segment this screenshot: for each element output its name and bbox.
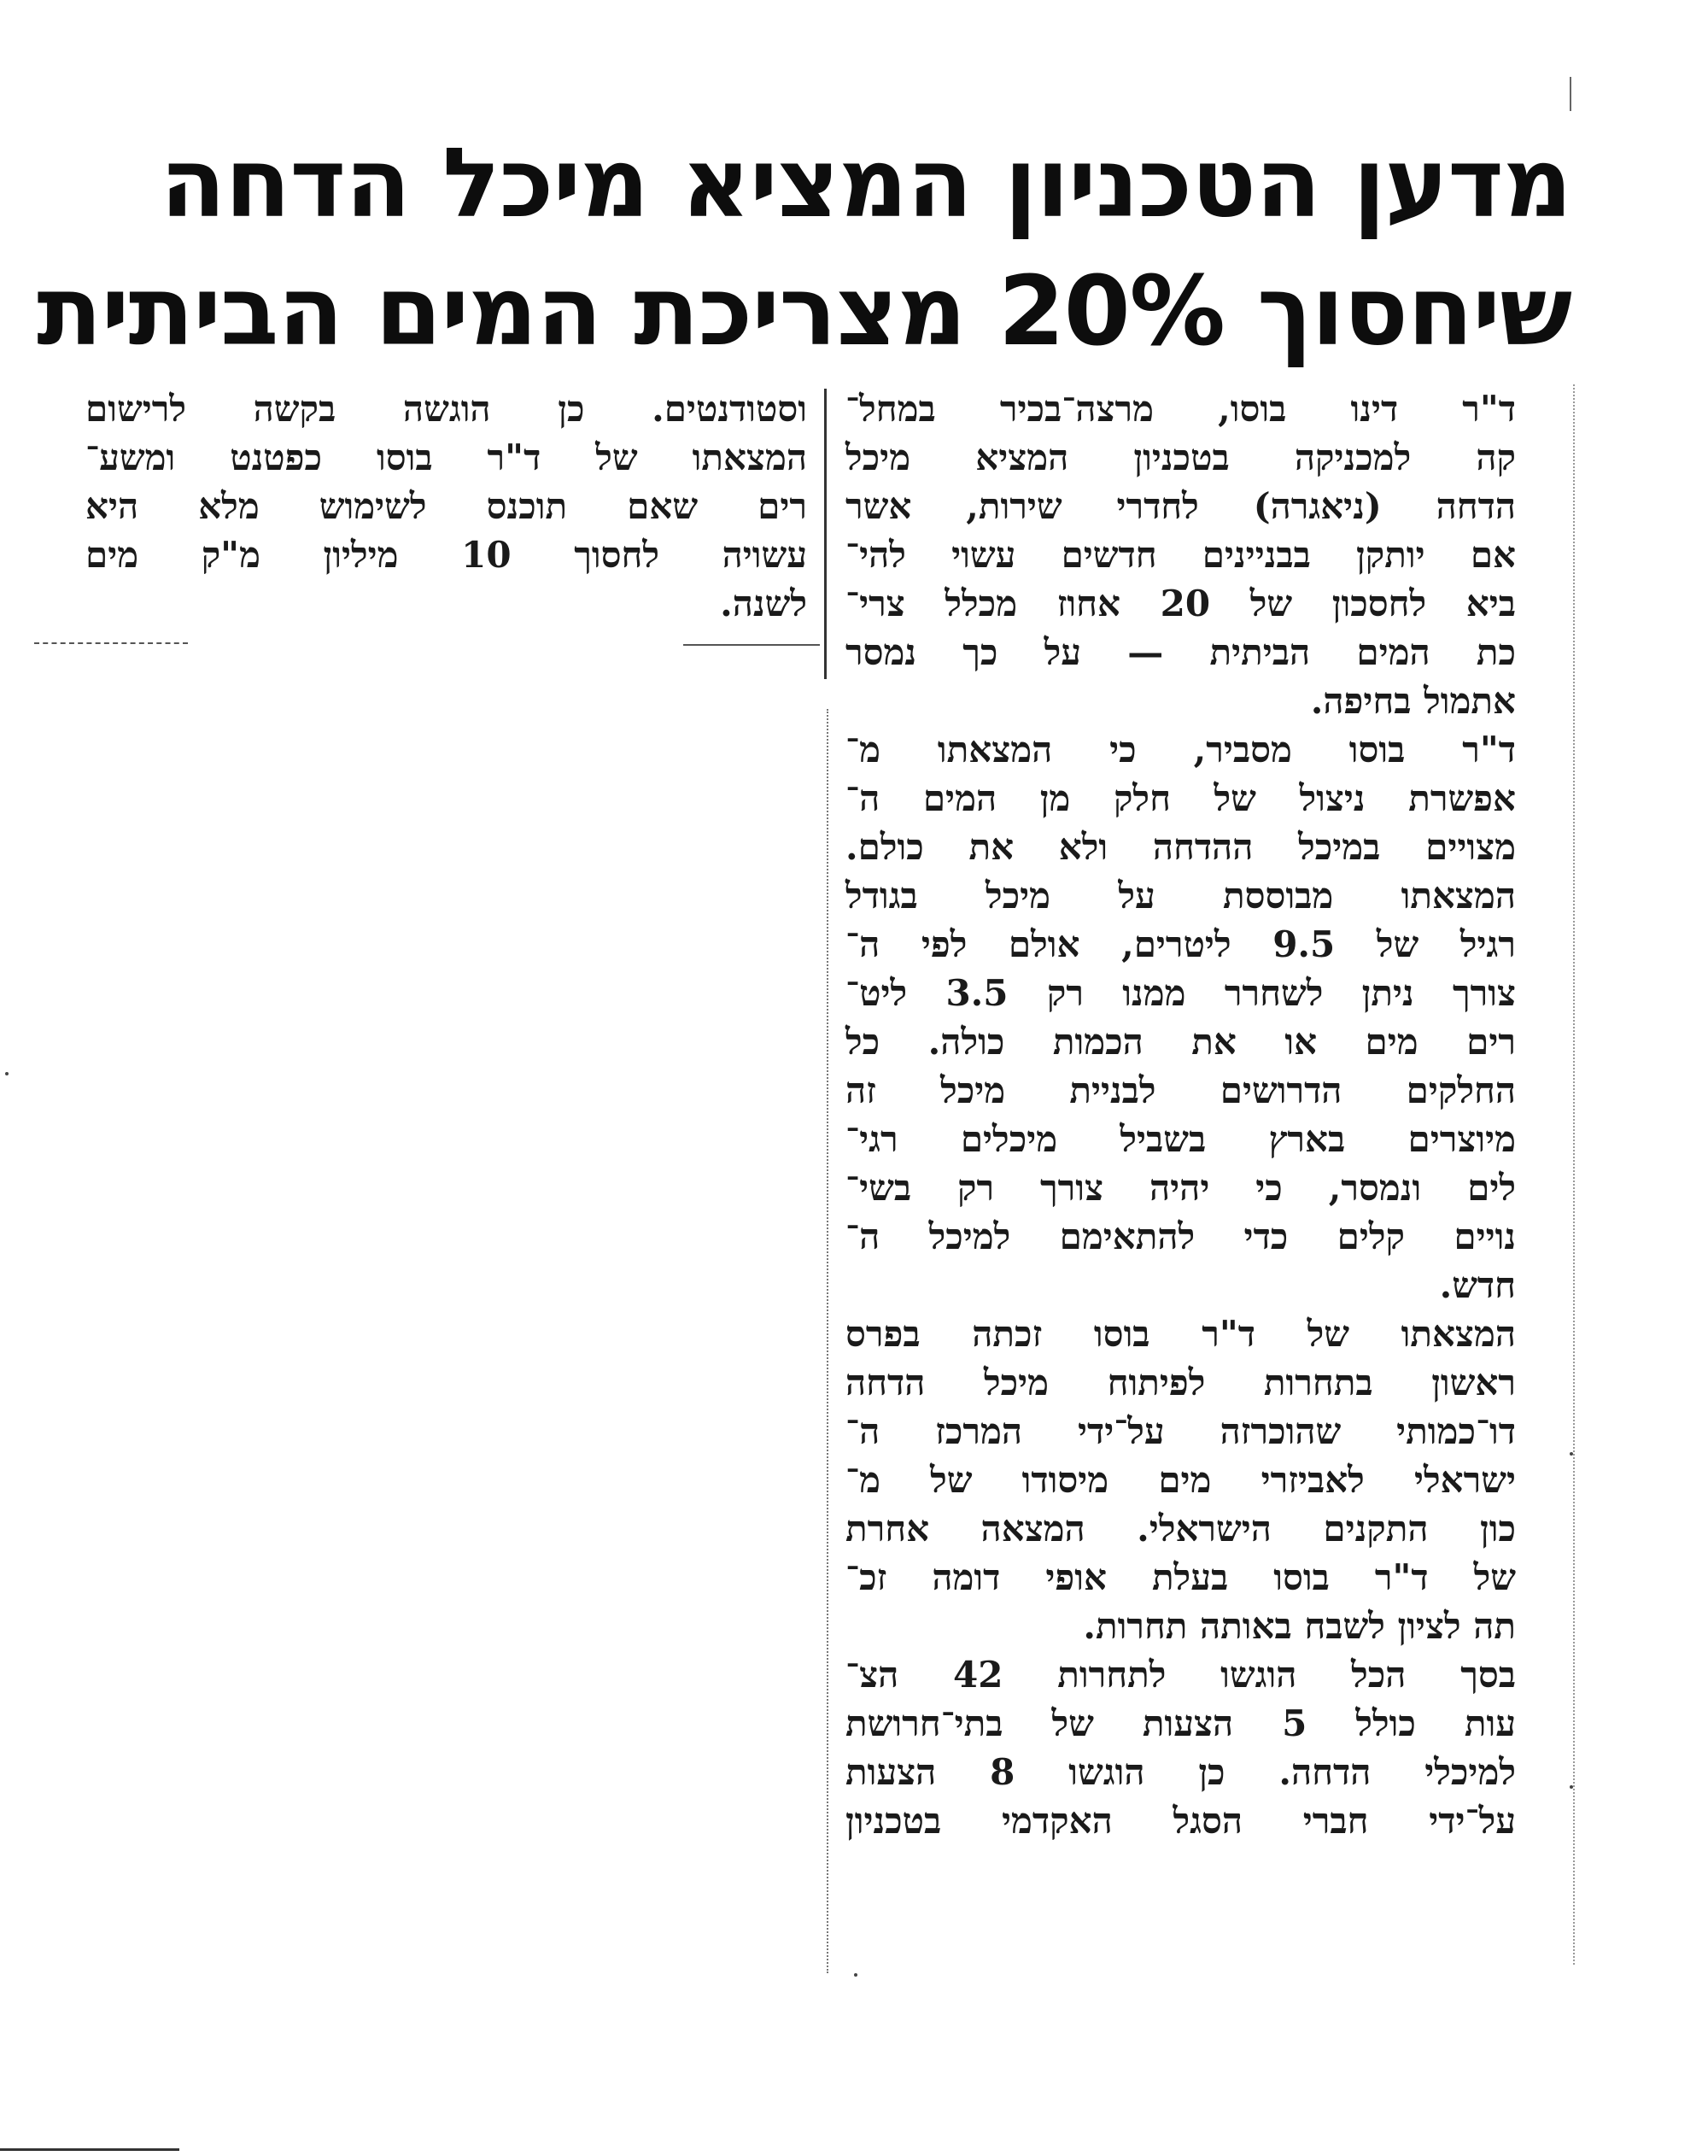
text-line: ישראלי לאביזרי מים מיסודו של מ־ [845,1459,1516,1501]
text-line: המצאתו של ד"ר בוסו כפטנט ומשע־ [85,436,807,478]
column-end-rule [683,644,820,646]
scan-speck [1570,1785,1573,1789]
text-line: הדחה (ניאגרה) לחדרי שירות, אשר [845,485,1516,527]
headline-line-1: מדען הטכניון המציא מיכל הדחה [160,128,1571,239]
article-column-left [85,384,807,628]
scan-speck [854,1973,857,1977]
headline-line-2: שיחסוך 20% מצריכת המים הביתית [37,256,1571,367]
text-line: לים ונמסר, כי יהיה צורך רק בשי־ [845,1167,1516,1209]
article-column-right [845,384,1559,1845]
text-line: של ד"ר בוסו בעלת אופי דומה זכ־ [845,1556,1516,1598]
text-line: צורך ניתן לשחרר ממנו רק 3.5 ליט־ [845,972,1517,1014]
text-line: חדש. [1439,1264,1516,1306]
paragraph-continued [85,384,807,628]
text-line: כת המים הביתית — על כך נמסר [845,631,1516,673]
clipping-edge [1573,384,1575,1965]
text-line: אפשרת ניצול של חלק מן המים ה־ [845,777,1516,819]
text-line: תה לציון לשבח באותה תחרות. [1083,1605,1516,1647]
text-line: עות כולל 5 הצעות של בתי־חרושת [845,1702,1516,1744]
text-line: רים מים או את הכמות כולה. כל [845,1021,1516,1063]
text-line: ראשון בתחרות לפיתוח מיכל הדחה [845,1362,1516,1403]
text-line: ביא לחסכון של 20 אחוז מכלל צרי־ [845,583,1517,624]
text-line: נויים קלים כדי להתאימם למיכל ה־ [845,1216,1516,1257]
scan-speck [5,1072,9,1075]
text-line: מיוצרים בארץ בשביל מיכלים רגי־ [845,1118,1516,1160]
text-line: החלקים הדרושים לבניית מיכל זה [845,1069,1516,1111]
column-divider-dotted [827,709,828,1973]
text-line: המצאתו מבוססת על מיכל בגודל [845,875,1516,917]
text-line: רגיל של 9.5 ליטרים, אולם לפי ה־ [845,923,1516,965]
text-line: דו־כמותי שהוכרזה על־ידי המרכז ה־ [845,1410,1516,1452]
headline [37,120,1571,376]
text-line: ד"ר דינו בוסו, מרצה־בכיר במחל־ [845,388,1516,430]
text-line: מצויים במיכל ההדחה ולא את כולם. [845,826,1516,868]
paragraph-1 [845,384,1559,725]
text-line: כון התקנים הישראלי. המצאה אחרת [845,1508,1516,1550]
text-line: למיכלי הדחה. כן הוגשו 8 הצעות [845,1751,1516,1793]
bottom-scan-mark [0,2148,179,2151]
text-line: ד"ר בוסו מסביר, כי המצאתו מ־ [845,729,1516,770]
text-line: אם יותקן בבניינים חדשים עשוי להי־ [845,534,1516,576]
text-line: אתמול בחיפה. [1310,680,1516,722]
text-line: עשויה לחסוך 10 מיליון מ"ק מים [85,534,807,576]
text-line: לשנה. [720,583,807,624]
text-line: וסטודנטים. כן הוגשה בקשה לרישום [85,388,807,430]
text-line: רים שאם תוכנס לשימוש מלא היא [85,485,807,527]
text-line: קה למכניקה בטכניון המציא מיכל [845,436,1516,478]
top-right-tick [1570,77,1571,111]
scan-speck [1570,1452,1573,1456]
text-line: על־ידי חברי הסגל האקדמי בטכניון [845,1800,1516,1842]
column-divider [824,389,827,679]
clipping-edge-left [34,642,188,644]
paragraph-2 [845,725,1559,1309]
paragraph-3 [845,1309,1559,1650]
paragraph-4 [845,1650,1559,1845]
text-line: המצאתו של ד"ר בוסו זכתה בפרס [845,1313,1516,1355]
text-line: בסך הכל הוגשו לתחרות 42 הצ־ [845,1654,1516,1696]
